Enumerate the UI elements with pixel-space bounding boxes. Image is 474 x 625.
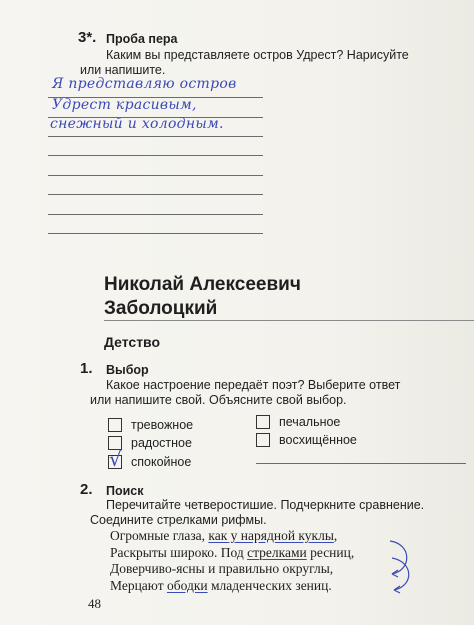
option-sad[interactable] bbox=[256, 415, 340, 429]
option-anxious[interactable] bbox=[108, 418, 193, 432]
write-line bbox=[48, 155, 263, 156]
poem-line: Раскрыты широко. Под стрелками ресниц, bbox=[110, 544, 355, 560]
write-line bbox=[48, 175, 263, 176]
checkbox[interactable] bbox=[108, 447, 122, 471]
task-question-line: Соедините стрелками рифмы. bbox=[90, 513, 267, 527]
option-calm[interactable] bbox=[108, 447, 192, 471]
write-line bbox=[48, 214, 263, 215]
check-mark-icon: √ bbox=[109, 447, 122, 471]
author-name: Николай Алексеевич bbox=[104, 274, 301, 295]
checkbox[interactable] bbox=[256, 415, 270, 429]
handwritten-answer-line: Я представляю остров bbox=[52, 76, 237, 92]
handwritten-answer-line: Удрест красивым, bbox=[52, 97, 197, 113]
poem-line: Доверчиво-ясны и правильно округлы, bbox=[110, 561, 334, 576]
poem-quatrain bbox=[110, 528, 354, 594]
underlined-word: стрелками bbox=[247, 544, 307, 560]
own-answer-line[interactable] bbox=[256, 463, 466, 464]
task-number: 1. bbox=[80, 360, 93, 377]
poem-line: Мерцают ободки младенческих зениц. bbox=[110, 577, 332, 593]
write-line bbox=[48, 136, 263, 137]
option-label: восхищённое bbox=[279, 433, 357, 447]
option-label: печальное bbox=[279, 415, 341, 429]
underlined-comparison: как у нарядной куклы bbox=[208, 528, 334, 543]
option-label: спокойное bbox=[131, 455, 192, 469]
task-question-line: или напишите. bbox=[80, 63, 166, 77]
checkbox[interactable] bbox=[108, 418, 122, 432]
poem-line: Огромные глаза, как у нарядной куклы, bbox=[110, 528, 338, 543]
write-line bbox=[48, 233, 263, 234]
author-surname: Заболоцкий bbox=[104, 298, 218, 319]
rhyme-arrows bbox=[380, 534, 420, 594]
page-number: 48 bbox=[88, 596, 101, 611]
task-title: Поиск bbox=[106, 484, 144, 498]
task-question-line: или напишите свой. Объясните свой выбор. bbox=[90, 393, 347, 407]
author-heading bbox=[104, 273, 364, 321]
task-number: 3*. bbox=[78, 29, 97, 46]
task-title: Проба пера bbox=[106, 32, 178, 46]
handwritten-answer-line: снежный и холодным. bbox=[50, 116, 224, 132]
divider bbox=[104, 320, 474, 321]
task-question-line: Каким вы представляете остров Удрест? Нарисуйте bbox=[106, 48, 409, 62]
task-question-line: Какое настроение передаёт поэт? Выберите ответ bbox=[106, 378, 401, 392]
write-line bbox=[48, 194, 263, 195]
option-label: тревожное bbox=[131, 418, 194, 432]
underlined-word: ободки bbox=[166, 577, 208, 593]
option-delighted[interactable] bbox=[256, 433, 357, 447]
task-question-line: Перечитайте четверостишие. Подчеркните сравнение. bbox=[106, 498, 425, 512]
task-number: 2. bbox=[80, 481, 93, 498]
task-title: Выбор bbox=[106, 363, 149, 377]
checkbox[interactable] bbox=[256, 433, 270, 447]
option-label: радостное bbox=[131, 436, 192, 450]
section-title: Детство bbox=[104, 334, 161, 350]
